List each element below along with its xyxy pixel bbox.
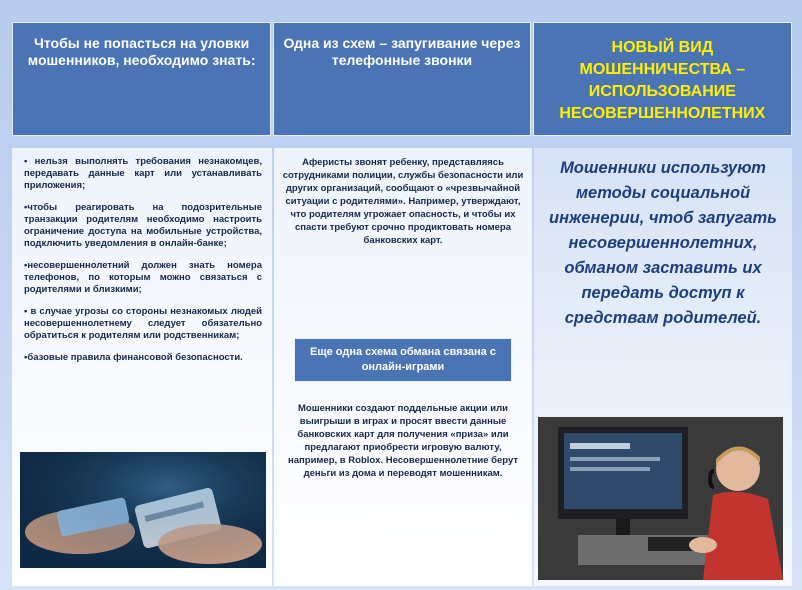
header-cell-new-fraud <box>533 22 792 136</box>
hands-card-illustration <box>20 452 266 568</box>
tip-item: •несовершеннолетний должен знать номера телефонов, по которым можно связаться с родителями и близкими; <box>24 260 262 295</box>
online-games-subhead <box>294 338 512 382</box>
header-row <box>12 22 792 136</box>
tip-item: •базовые правила финансовой безопасности. <box>24 352 243 363</box>
child-at-computer-photo <box>538 417 783 580</box>
tip-item: • в случае угрозы со стороны незнакомых людей несовершеннолетнему следует обязательно обратиться к родителям или родственникам; <box>24 306 262 341</box>
card-payment-photo <box>20 452 266 568</box>
online-games-text: Мошенники создают поддельные акции или выигрыши в играх и просят ввести данные банковских карт для получения «приза» или предлагают приобрести игровую валюту, например, в Roblox. Несовершеннолетние берут деньги из дома и переводят мошенникам. <box>288 403 518 479</box>
header-tips-title: Чтобы не попасться на уловки мошенников, необходимо знать: <box>27 35 256 68</box>
tip-item: •чтобы реагировать на подозрительные транзакции родителям необходимо настроить ограничение доступа на мобильные устройства, подключить уведомления в онлайн-банке; <box>24 202 262 249</box>
header-new-fraud-title: НОВЫЙ ВИД МОШЕННИЧЕСТВА – ИСПОЛЬЗОВАНИЕ НЕСОВЕРШЕННОЛЕТНИХ <box>559 39 766 122</box>
header-phone-scheme-title: Одна из схем – запугивание через телефонные звонки <box>283 35 521 68</box>
tip-item: • нельзя выполнять требования незнакомцев, передавать данные карт или устанавливать приложения; <box>24 156 262 191</box>
child-computer-illustration <box>538 417 783 580</box>
phone-scheme-text: Аферисты звонят ребенку, представляясь сотрудниками полиции, службы безопасности или других организаций, сообщают о «чрезвычайной ситуации с родителями». Например, утверждают, что родителям угрожает опасность, и чтобы их спасти требуют срочно продиктовать номера банковских карт. <box>282 157 524 246</box>
header-cell-tips <box>12 22 271 136</box>
header-cell-phone-scheme <box>273 22 530 136</box>
tips-list <box>24 156 262 364</box>
social-engineering-text: Мошенники используют методы социальной инженерии, чтоб запугать несовершеннолетних, обманом заставить их передать доступ к средствам родителей. <box>549 159 777 327</box>
online-games-subhead-text: Еще одна схема обмана связана с онлайн-играми <box>310 346 496 373</box>
